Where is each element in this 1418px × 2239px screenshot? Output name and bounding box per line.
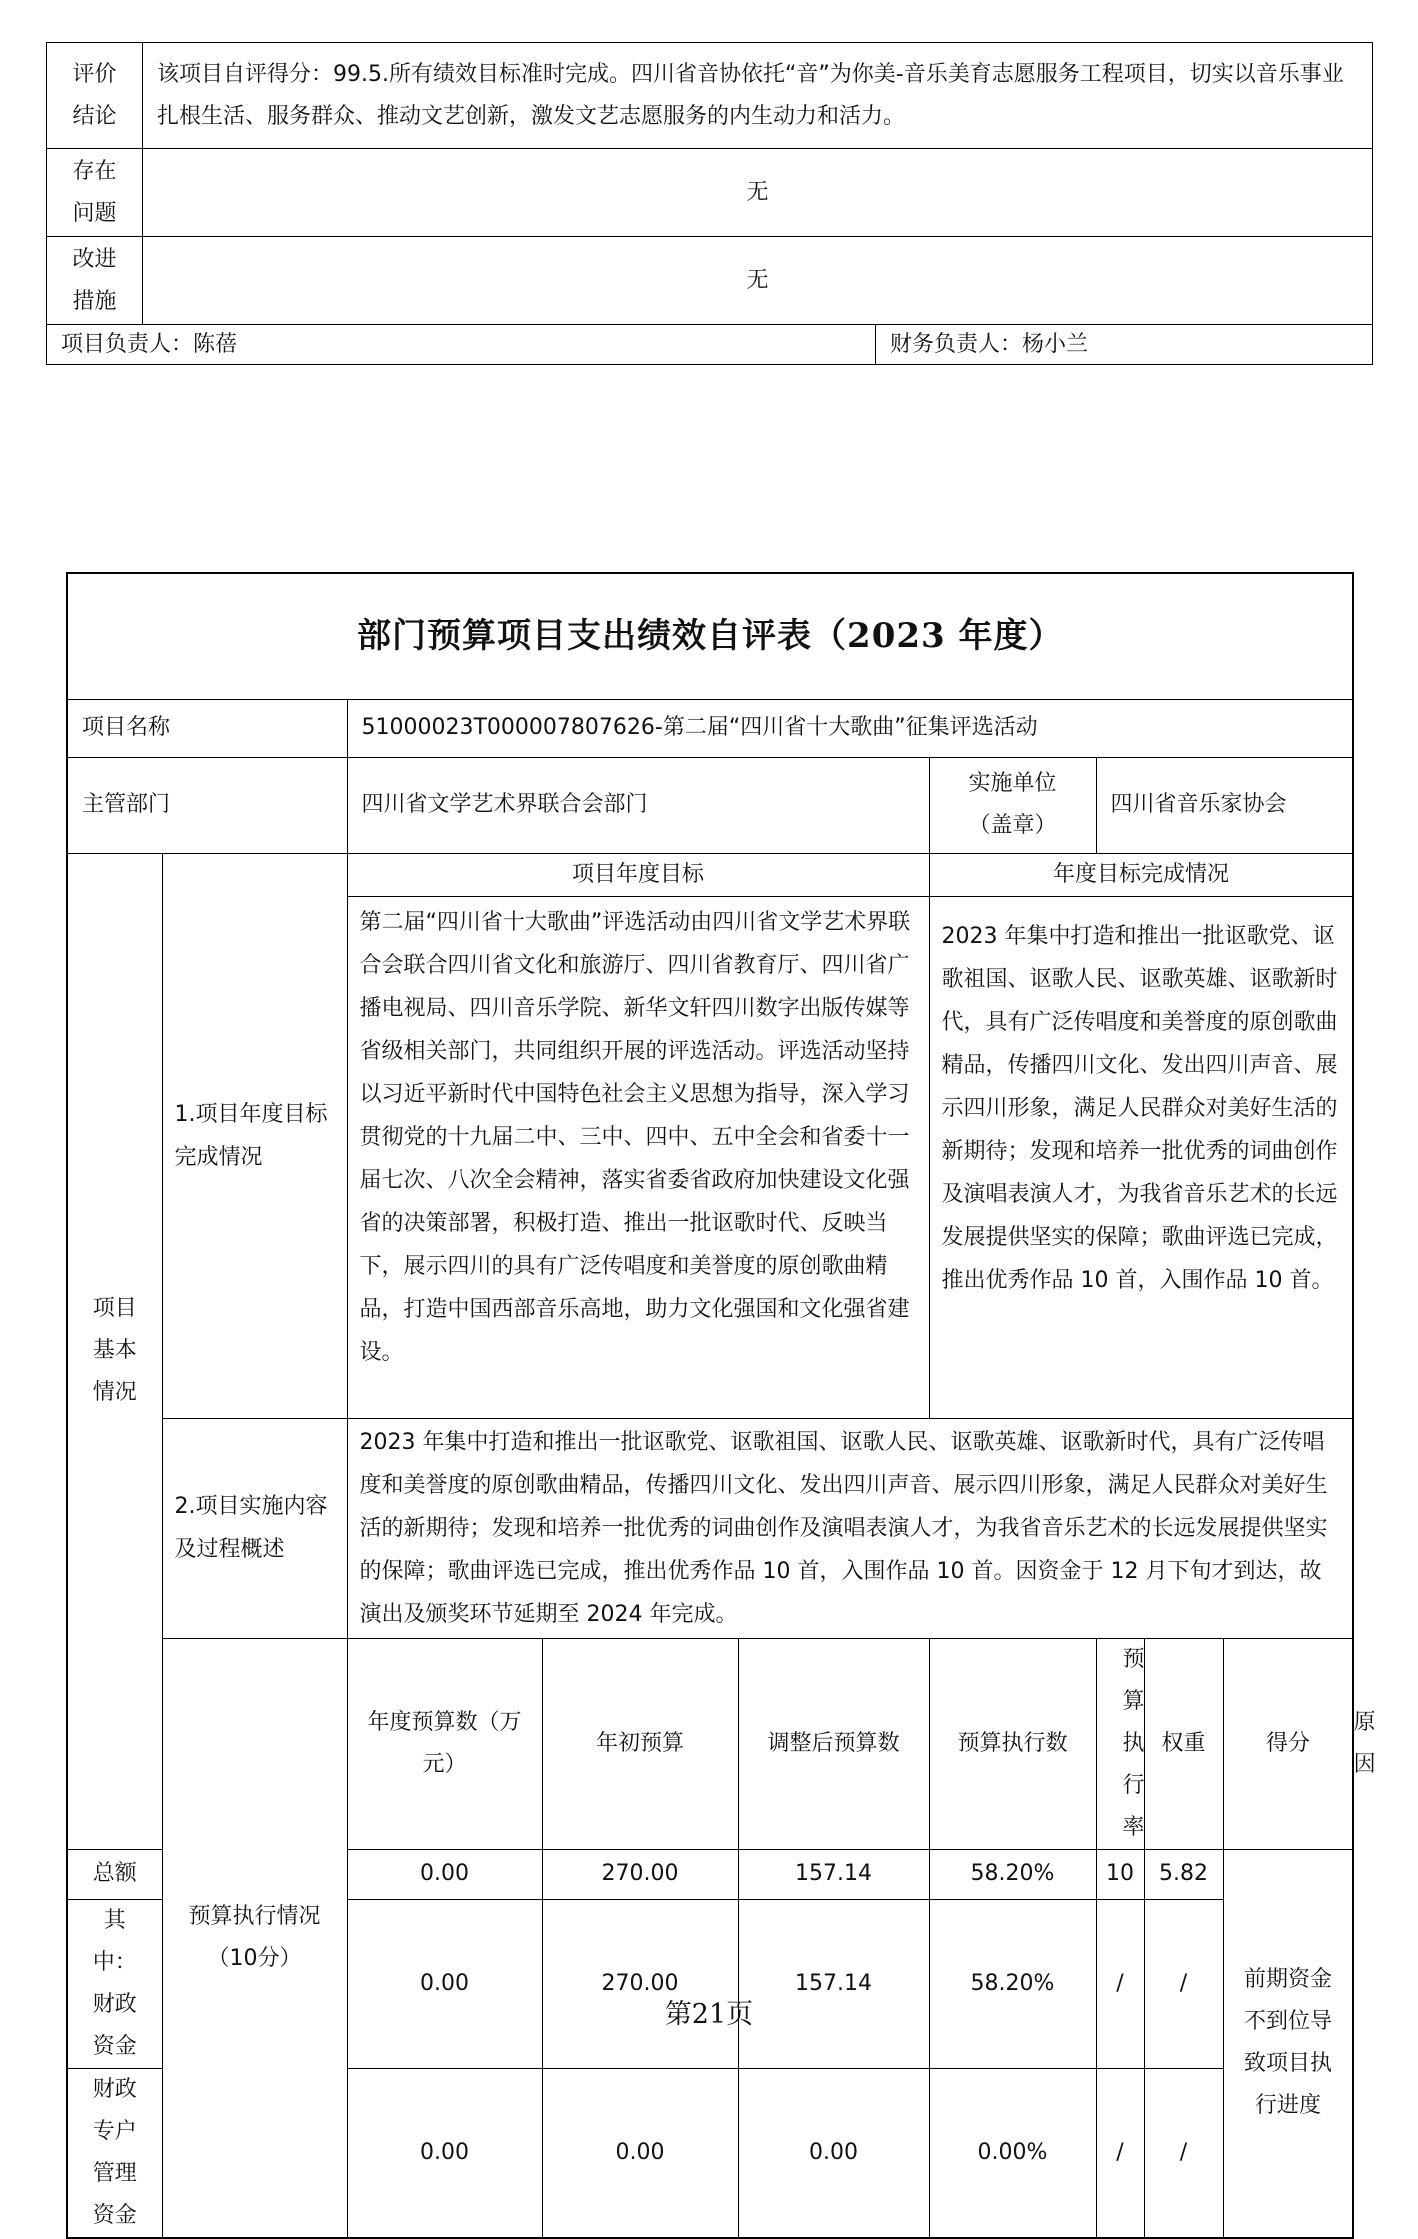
performance-self-evaluation-table: 部门预算项目支出绩效自评表（2023 年度） 项目名称 51000023T000007807626-第二届“四川省十大歌曲”征集评选活动 主管部门 四川省文学艺术界联合会部门 实施单位（盖章） 四川省音乐家协会 项目基本情况 1.项目年度目标完成情况 项目年度目标 年度目标完成情况 第二届“四川省十大歌曲”评选活动由四川省文学艺术界联合会联合四川省文化和旅游厅、四川省教育厅、四川省广播电视局、四川音乐学院、新华文轩四川数字出版传媒等省级相关部门，共同组织开展的评选活动。评选活动坚持以习近平新时代中国特色社会主义思想为指导，深入学习贯彻党的十九届二中、三中、四中、五中全会和省委十一届七次、八次全会精神，落实省委省政府加快建设文化强省的决策部署，积极打造、推出一批讴歌时代、反映当下，展示四川的具有广泛传唱度和美誉度的原创歌曲精品，打造中国西部音乐高地，助力文化强国和文化强省建设。 2023 年集中打造和推出一批讴歌党、讴歌祖国、讴歌人民、讴歌英雄、讴歌新时代，具有广泛传唱度和美誉度的原创歌曲精品，传播四川文化、发出四川声音、展示四川形象，满足人民群众对美好生活的新期待；发现和培养一批优秀的词曲创作及演唱表演人才，为我省音乐艺术的长远发展提供坚实的保障；歌曲评选已完成，推出优秀作品 10 首，入围作品 10 首。 2.项目实施内容及过程概述 2023 年集中打造和推出一批讴歌党、讴歌祖国、讴歌人民、讴歌英雄、讴歌新时代，具有广泛传唱度和美誉度的原创歌曲精品，传播四川文化、发出四川声音、展示四川形象，满足人民群众对美好生活的新期待；发现和培养一批优秀的词曲创作及演唱表演人才，为我省音乐艺术的长远发展提供坚实的保障；歌曲评选已完成，推出优秀作品 10 首，入围作品 10 首。因资金于 12 月下旬才到达，故演出及颁奖环节延期至 2024 年完成。 预算执行情况（10分） 年度预算数（万元） 年初预算 调整后预算数 预算执行数 预算执行率 权重 得分 原因 总额 0.00 270.00 157.14 58.20% 10 5.82 前期资金不到位导致项目执行进度 其中：财政资金 0.00 270.00 157.14 58.20% / / 财政专户管理资金 0.00 0.00 0.00 0.00% / / <box>66 572 1352 2239</box>
section2-label: 2.项目实施内容及过程概述 <box>162 1418 347 1638</box>
problem-value: 无 <box>143 149 1373 237</box>
completion-header: 年度目标完成情况 <box>929 853 1353 896</box>
budget-header-adjusted: 调整后预算数 <box>738 1638 929 1849</box>
eval-conclusion-label: 评价结论 <box>47 43 143 149</box>
budget-header-score: 得分 <box>1223 1638 1353 1849</box>
section2-text: 2023 年集中打造和推出一批讴歌党、讴歌祖国、讴歌人民、讴歌英雄、讴歌新时代，具有广泛传唱度和美誉度的原创歌曲精品，传播四川文化、发出四川声音、展示四川形象，满足人民群众对美好生活的新期待；发现和培养一批优秀的词曲创作及演唱表演人才，为我省音乐艺术的长远发展提供坚实的保障；歌曲评选已完成，推出优秀作品 10 首，入围作品 10 首。因资金于 12 月下旬才到达，故演出及颁奖环节延期至 2024 年完成。 <box>347 1418 1353 1638</box>
impl-unit-value: 四川省音乐家协会 <box>1096 757 1353 853</box>
page-number: 第21页 <box>664 1999 754 2030</box>
budget-header-annual: 年度预算数（万元） <box>347 1638 542 1849</box>
row-weight: 10 <box>1096 1849 1144 1899</box>
row-initial: 0.00 <box>347 1849 542 1899</box>
goal-text: 第二届“四川省十大歌曲”评选活动由四川省文学艺术界联合会联合四川省文化和旅游厅、四川省教育厅、四川省广播电视局、四川音乐学院、新华文轩四川数字出版传媒等省级相关部门，共同组织开展的评选活动。评选活动坚持以习近平新时代中国特色社会主义思想为指导，深入学习贯彻党的十九届二中、三中、四中、五中全会和省委十一届七次、八次全会精神，落实省委省政府加快建设文化强省的决策部署，积极打造、推出一批讴歌时代、反映当下，展示四川的具有广泛传唱度和美誉度的原创歌曲精品，打造中国西部音乐高地，助力文化强国和文化强省建设。 <box>347 896 929 1418</box>
row-weight: / <box>1096 1899 1144 2068</box>
row-rate: 58.20% <box>929 1899 1096 2068</box>
budget-exec-label: 预算执行情况（10分） <box>162 1638 347 2238</box>
row-name: 总额 <box>67 1849 162 1899</box>
row-score: / <box>1144 1899 1223 2068</box>
budget-header-initial: 年初预算 <box>542 1638 738 1849</box>
problem-label: 存在问题 <box>47 149 143 237</box>
row-executed: 157.14 <box>738 1899 929 2068</box>
row-adjusted: 270.00 <box>542 1849 738 1899</box>
basic-info-label: 项目基本情况 <box>67 853 162 1849</box>
row-initial: 0.00 <box>347 1899 542 2068</box>
budget-header-executed: 预算执行数 <box>929 1638 1096 1849</box>
budget-header-rate: 预算执行率 <box>1096 1638 1144 1849</box>
dept-label: 主管部门 <box>67 757 347 853</box>
budget-header-weight: 权重 <box>1144 1638 1223 1849</box>
completion-text: 2023 年集中打造和推出一批讴歌党、讴歌祖国、讴歌人民、讴歌英雄、讴歌新时代，具有广泛传唱度和美誉度的原创歌曲精品，传播四川文化、发出四川声音、展示四川形象，满足人民群众对美好生活的新期待；发现和培养一批优秀的词曲创作及演唱表演人才，为我省音乐艺术的长远发展提供坚实的保障；歌曲评选已完成，推出优秀作品 10 首，入围作品 10 首。 <box>929 896 1353 1418</box>
impl-unit-label: 实施单位（盖章） <box>929 757 1096 853</box>
measure-label: 改进措施 <box>47 237 143 325</box>
page-title: 部门预算项目支出绩效自评表（2023 年度） <box>67 573 1353 699</box>
project-lead: 项目负责人：陈蓓 <box>47 325 876 365</box>
dept-value: 四川省文学艺术界联合会部门 <box>347 757 929 853</box>
row-rate: 0.00% <box>929 2068 1096 2238</box>
measure-value: 无 <box>143 237 1373 325</box>
row-adjusted: 0.00 <box>542 2068 738 2238</box>
row-executed: 157.14 <box>738 1849 929 1899</box>
row-weight: / <box>1096 2068 1144 2238</box>
row-initial: 0.00 <box>347 2068 542 2238</box>
row-score: / <box>1144 2068 1223 2238</box>
project-name-value: 51000023T000007807626-第二届“四川省十大歌曲”征集评选活动 <box>347 699 1353 757</box>
row-rate: 58.20% <box>929 1849 1096 1899</box>
row-score: 5.82 <box>1144 1849 1223 1899</box>
eval-conclusion-text: 该项目自评得分：99.5.所有绩效目标准时完成。四川省音协依托“音”为你美-音乐美育志愿服务工程项目，切实以音乐事业扎根生活、服务群众、推动文艺创新，激发文艺志愿服务的内生动力和活力。 <box>143 43 1373 149</box>
row-executed: 0.00 <box>738 2068 929 2238</box>
top-evaluation-table <box>46 42 1372 365</box>
row-adjusted: 270.00 <box>542 1899 738 2068</box>
reason-value: 前期资金不到位导致项目执行进度 <box>1223 1849 1353 2238</box>
project-name-label: 项目名称 <box>67 699 347 757</box>
row-name: 其中：财政资金 <box>67 1899 162 2068</box>
row-name: 财政专户管理资金 <box>67 2068 162 2238</box>
section1-label: 1.项目年度目标完成情况 <box>162 853 347 1418</box>
goal-header: 项目年度目标 <box>347 853 929 896</box>
finance-lead: 财务负责人：杨小兰 <box>876 325 1373 365</box>
